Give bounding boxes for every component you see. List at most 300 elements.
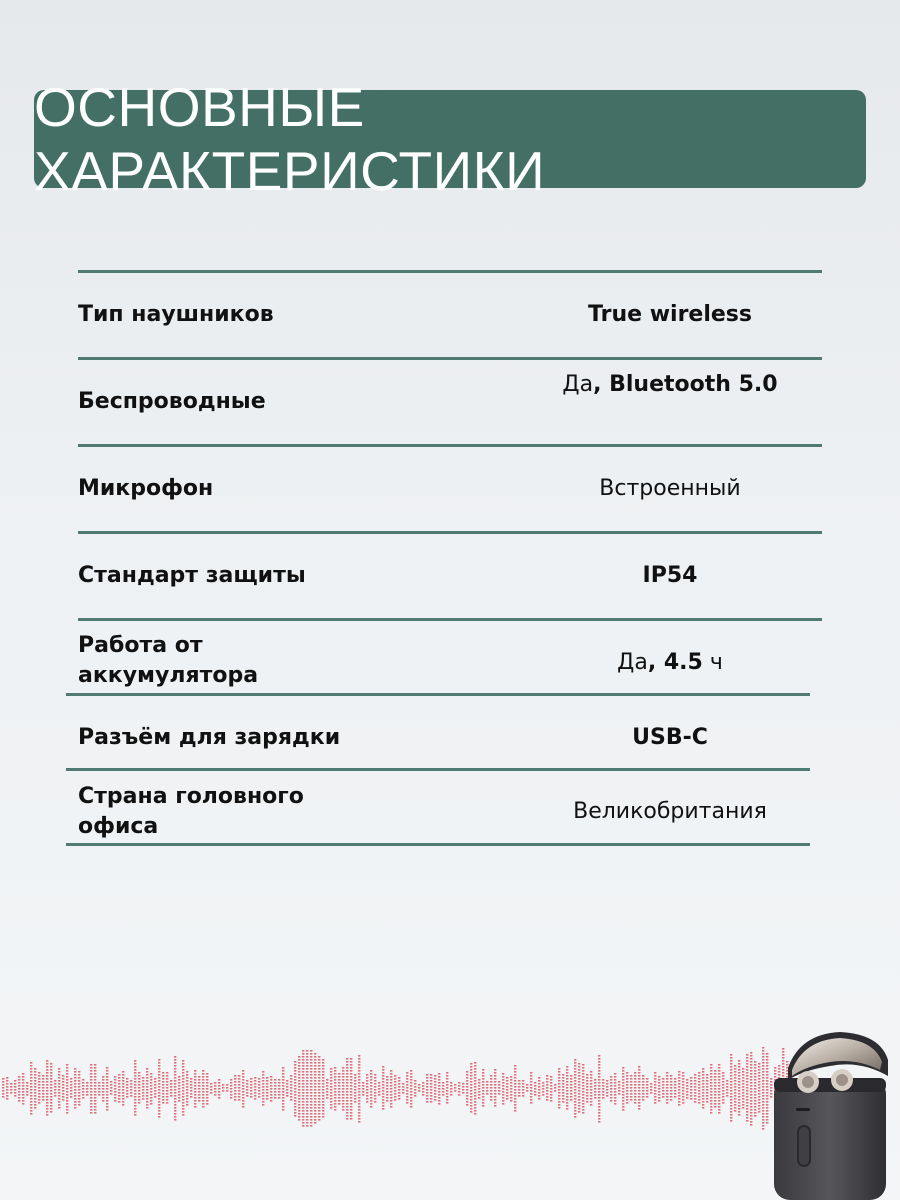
wave-dot <box>154 1078 156 1080</box>
wave-dot <box>710 1070 712 1072</box>
wave-dot <box>86 1091 88 1093</box>
wave-dot <box>342 1094 344 1096</box>
wave-dot <box>306 1059 308 1061</box>
wave-dot <box>410 1097 412 1099</box>
wave-dot <box>470 1090 472 1092</box>
wave-dot <box>350 1106 352 1108</box>
wave-dot <box>314 1071 316 1073</box>
wave-dot <box>602 1097 604 1099</box>
wave-dot <box>514 1095 516 1097</box>
wave-dot <box>470 1084 472 1086</box>
wave-dot <box>702 1107 704 1109</box>
wave-dot <box>438 1085 440 1087</box>
wave-dot <box>174 1065 176 1067</box>
wave-dot <box>158 1104 160 1106</box>
wave-dot <box>290 1078 292 1080</box>
wave-dot <box>122 1080 124 1082</box>
wave-dot <box>202 1106 204 1108</box>
wave-dot <box>514 1098 516 1100</box>
wave-dot <box>346 1073 348 1075</box>
wave-dot <box>606 1092 608 1094</box>
wave-dot <box>298 1074 300 1076</box>
wave-dot <box>426 1083 428 1085</box>
wave-dot <box>746 1111 748 1113</box>
wave-dot <box>750 1121 752 1123</box>
wave-dot <box>666 1090 668 1092</box>
wave-dot <box>598 1058 600 1060</box>
wave-dot <box>550 1088 552 1090</box>
wave-dot <box>494 1087 496 1089</box>
wave-dot <box>738 1090 740 1092</box>
wave-dot <box>142 1086 144 1088</box>
wave-dot <box>294 1112 296 1114</box>
wave-dot <box>594 1091 596 1093</box>
wave-dot <box>94 1109 96 1111</box>
wave-dot <box>718 1106 720 1108</box>
wave-dot <box>390 1103 392 1105</box>
wave-dot <box>106 1076 108 1078</box>
wave-dot <box>758 1099 760 1101</box>
wave-dot <box>30 1080 32 1082</box>
wave-dot <box>94 1091 96 1093</box>
wave-dot <box>270 1082 272 1084</box>
wave-dot <box>306 1050 308 1052</box>
divider <box>78 270 822 273</box>
wave-dot <box>258 1081 260 1083</box>
wave-dot <box>366 1074 368 1076</box>
wave-dot <box>314 1077 316 1079</box>
wave-dot <box>166 1081 168 1083</box>
wave-dot <box>758 1102 760 1104</box>
wave-dot <box>354 1077 356 1079</box>
wave-dot <box>706 1089 708 1091</box>
wave-dot <box>634 1084 636 1086</box>
wave-dot <box>22 1091 24 1093</box>
wave-dot <box>138 1093 140 1095</box>
spec-value-type: True wireless <box>588 302 752 327</box>
wave-dot <box>6 1092 8 1094</box>
wave-dot <box>302 1116 304 1118</box>
wave-dot <box>414 1080 416 1082</box>
wave-dot <box>114 1091 116 1093</box>
wave-dot <box>750 1100 752 1102</box>
wave-dot <box>738 1111 740 1113</box>
wave-dot <box>114 1100 116 1102</box>
wave-dot <box>738 1087 740 1089</box>
wave-dot <box>718 1082 720 1084</box>
wave-dot <box>558 1092 560 1094</box>
wave-dot <box>314 1074 316 1076</box>
wave-dot <box>462 1086 464 1088</box>
wave-dot <box>762 1047 764 1049</box>
wave-dot <box>310 1110 312 1112</box>
wave-dot <box>626 1084 628 1086</box>
spec-label-battery-line1: Работа от <box>78 633 203 658</box>
wave-dot <box>374 1083 376 1085</box>
wave-dot <box>738 1072 740 1074</box>
wave-dot <box>346 1100 348 1102</box>
wave-dot <box>638 1081 640 1083</box>
wave-dot <box>22 1082 24 1084</box>
wave-dot <box>146 1092 148 1094</box>
wave-dot <box>322 1062 324 1064</box>
wave-dot <box>382 1075 384 1077</box>
wave-dot <box>194 1082 196 1084</box>
wave-dot <box>146 1077 148 1079</box>
wave-dot <box>486 1081 488 1083</box>
page-title: ОСНОВНЫЕ ХАРАКТЕРИСТИКИ <box>34 76 546 202</box>
wave-dot <box>22 1103 24 1105</box>
wave-dot <box>762 1119 764 1121</box>
wave-dot <box>218 1097 220 1099</box>
wave-dot <box>134 1072 136 1074</box>
wave-dot <box>370 1085 372 1087</box>
wave-dot <box>434 1093 436 1095</box>
wave-dot <box>754 1064 756 1066</box>
wave-dot <box>102 1076 104 1078</box>
wave-dot <box>170 1086 172 1088</box>
wave-dot <box>302 1119 304 1121</box>
wave-dot <box>562 1077 564 1079</box>
wave-dot <box>122 1089 124 1091</box>
wave-dot <box>50 1096 52 1098</box>
wave-dot <box>114 1094 116 1096</box>
wave-dot <box>498 1084 500 1086</box>
wave-dot <box>330 1089 332 1091</box>
wave-dot <box>682 1078 684 1080</box>
wave-dot <box>742 1086 744 1088</box>
wave-dot <box>446 1078 448 1080</box>
wave-dot <box>350 1118 352 1120</box>
wave-dot <box>514 1068 516 1070</box>
wave-dot <box>622 1073 624 1075</box>
wave-dot <box>710 1088 712 1090</box>
wave-dot <box>566 1093 568 1095</box>
spec-value-battery-unit: ч <box>702 650 723 675</box>
wave-dot <box>502 1073 504 1075</box>
wave-dot <box>622 1109 624 1111</box>
wave-dot <box>654 1096 656 1098</box>
wave-dot <box>134 1084 136 1086</box>
wave-dot <box>214 1085 216 1087</box>
wave-dot <box>422 1094 424 1096</box>
wave-dot <box>466 1077 468 1079</box>
wave-dot <box>606 1095 608 1097</box>
wave-dot <box>370 1070 372 1072</box>
wave-dot <box>234 1096 236 1098</box>
wave-dot <box>510 1076 512 1078</box>
wave-dot <box>282 1085 284 1087</box>
wave-dot <box>346 1058 348 1060</box>
wave-dot <box>262 1089 264 1091</box>
wave-dot <box>514 1083 516 1085</box>
wave-dot <box>310 1101 312 1103</box>
wave-dot <box>310 1083 312 1085</box>
wave-dot <box>558 1089 560 1091</box>
wave-dot <box>526 1084 528 1086</box>
wave-dot <box>618 1087 620 1089</box>
wave-dot <box>342 1103 344 1105</box>
wave-dot <box>34 1098 36 1100</box>
wave-dot <box>566 1105 568 1107</box>
wave-dot <box>22 1100 24 1102</box>
wave-dot <box>446 1102 448 1104</box>
wave-dot <box>158 1113 160 1115</box>
wave-dot <box>90 1070 92 1072</box>
wave-dot <box>546 1075 548 1077</box>
wave-dot <box>410 1091 412 1093</box>
wave-dot <box>666 1093 668 1095</box>
wave-dot <box>502 1082 504 1084</box>
wave-dot <box>498 1081 500 1083</box>
wave-dot <box>438 1088 440 1090</box>
wave-dot <box>742 1092 744 1094</box>
wave-dot <box>754 1115 756 1117</box>
wave-dot <box>558 1077 560 1079</box>
wave-dot <box>494 1105 496 1107</box>
wave-dot <box>42 1087 44 1089</box>
wave-dot <box>706 1092 708 1094</box>
wave-dot <box>418 1087 420 1089</box>
wave-dot <box>666 1096 668 1098</box>
wave-dot <box>766 1092 768 1094</box>
wave-dot <box>562 1101 564 1103</box>
wave-dot <box>314 1122 316 1124</box>
wave-dot <box>746 1099 748 1101</box>
wave-dot <box>610 1094 612 1096</box>
wave-dot <box>354 1083 356 1085</box>
wave-dot <box>258 1087 260 1089</box>
wave-dot <box>710 1082 712 1084</box>
wave-dot <box>70 1096 72 1098</box>
wave-dot <box>218 1085 220 1087</box>
wave-dot <box>646 1087 648 1089</box>
wave-dot <box>58 1092 60 1094</box>
wave-dot <box>138 1084 140 1086</box>
wave-dot <box>142 1080 144 1082</box>
wave-dot <box>358 1058 360 1060</box>
wave-dot <box>262 1071 264 1073</box>
wave-dot <box>634 1081 636 1083</box>
wave-dot <box>62 1096 64 1098</box>
wave-dot <box>690 1092 692 1094</box>
wave-dot <box>474 1077 476 1079</box>
wave-dot <box>482 1096 484 1098</box>
wave-dot <box>390 1100 392 1102</box>
wave-dot <box>22 1076 24 1078</box>
wave-dot <box>346 1088 348 1090</box>
wave-dot <box>662 1078 664 1080</box>
wave-dot <box>270 1088 272 1090</box>
wave-dot <box>470 1081 472 1083</box>
wave-dot <box>414 1083 416 1085</box>
wave-dot <box>326 1082 328 1084</box>
wave-dot <box>174 1095 176 1097</box>
wave-dot <box>730 1096 732 1098</box>
wave-dot <box>310 1077 312 1079</box>
wave-dot <box>538 1095 540 1097</box>
wave-dot <box>598 1055 600 1057</box>
wave-dot <box>302 1056 304 1058</box>
wave-dot <box>498 1093 500 1095</box>
wave-dot <box>570 1087 572 1089</box>
wave-dot <box>282 1100 284 1102</box>
wave-dot <box>542 1082 544 1084</box>
wave-dot <box>626 1075 628 1077</box>
wave-dot <box>82 1097 84 1099</box>
wave-dot <box>90 1079 92 1081</box>
wave-dot <box>318 1062 320 1064</box>
wave-dot <box>510 1097 512 1099</box>
wave-dot <box>358 1103 360 1105</box>
wave-dot <box>298 1098 300 1100</box>
wave-dot <box>470 1096 472 1098</box>
wave-dot <box>426 1074 428 1076</box>
wave-dot <box>438 1082 440 1084</box>
wave-dot <box>534 1091 536 1093</box>
wave-dot <box>310 1104 312 1106</box>
wave-dot <box>470 1102 472 1104</box>
wave-dot <box>730 1084 732 1086</box>
wave-dot <box>714 1106 716 1108</box>
wave-dot <box>314 1092 316 1094</box>
wave-dot <box>742 1107 744 1109</box>
wave-dot <box>410 1103 412 1105</box>
wave-dot <box>274 1094 276 1096</box>
wave-dot <box>614 1091 616 1093</box>
wave-dot <box>266 1080 268 1082</box>
wave-dot <box>738 1081 740 1083</box>
wave-dot <box>754 1109 756 1111</box>
wave-dot <box>130 1092 132 1094</box>
wave-dot <box>750 1088 752 1090</box>
wave-dot <box>86 1094 88 1096</box>
wave-dot <box>198 1097 200 1099</box>
wave-dot <box>626 1093 628 1095</box>
wave-dot <box>750 1118 752 1120</box>
wave-dot <box>638 1084 640 1086</box>
wave-dot <box>654 1093 656 1095</box>
wave-dot <box>350 1112 352 1114</box>
wave-dot <box>658 1097 660 1099</box>
wave-dot <box>314 1116 316 1118</box>
wave-dot <box>246 1095 248 1097</box>
wave-dot <box>30 1065 32 1067</box>
wave-dot <box>166 1093 168 1095</box>
wave-dot <box>766 1080 768 1082</box>
wave-dot <box>646 1081 648 1083</box>
wave-dot <box>182 1078 184 1080</box>
wave-dot <box>598 1094 600 1096</box>
wave-dot <box>234 1090 236 1092</box>
wave-dot <box>758 1063 760 1065</box>
wave-dot <box>598 1085 600 1087</box>
wave-dot <box>150 1103 152 1105</box>
wave-dot <box>354 1089 356 1091</box>
wave-dot <box>578 1099 580 1101</box>
wave-dot <box>434 1081 436 1083</box>
wave-dot <box>262 1086 264 1088</box>
wave-dot <box>78 1095 80 1097</box>
wave-dot <box>466 1080 468 1082</box>
wave-dot <box>698 1078 700 1080</box>
wave-dot <box>150 1073 152 1075</box>
wave-dot <box>134 1066 136 1068</box>
wave-dot <box>518 1086 520 1088</box>
wave-dot <box>230 1091 232 1093</box>
wave-dot <box>630 1093 632 1095</box>
wave-dot <box>450 1088 452 1090</box>
wave-dot <box>178 1082 180 1084</box>
wave-dot <box>318 1074 320 1076</box>
wave-dot <box>738 1075 740 1077</box>
wave-dot <box>658 1094 660 1096</box>
wave-dot <box>550 1100 552 1102</box>
wave-dot <box>482 1072 484 1074</box>
wave-dot <box>598 1088 600 1090</box>
wave-dot <box>138 1075 140 1077</box>
wave-dot <box>594 1088 596 1090</box>
wave-dot <box>358 1106 360 1108</box>
wave-dot <box>586 1098 588 1100</box>
wave-dot <box>94 1097 96 1099</box>
wave-dot <box>182 1060 184 1062</box>
wave-dot <box>574 1062 576 1064</box>
wave-dot <box>134 1069 136 1071</box>
wave-dot <box>726 1092 728 1094</box>
wave-dot <box>114 1085 116 1087</box>
wave-dot <box>18 1088 20 1090</box>
wave-dot <box>630 1084 632 1086</box>
wave-dot <box>438 1097 440 1099</box>
wave-dot <box>570 1075 572 1077</box>
wave-dot <box>298 1119 300 1121</box>
wave-dot <box>306 1098 308 1100</box>
wave-dot <box>158 1062 160 1064</box>
wave-dot <box>74 1107 76 1109</box>
wave-dot <box>258 1096 260 1098</box>
wave-dot <box>646 1078 648 1080</box>
wave-dot <box>718 1067 720 1069</box>
wave-dot <box>18 1091 20 1093</box>
wave-dot <box>474 1074 476 1076</box>
wave-dot <box>354 1095 356 1097</box>
wave-dot <box>30 1074 32 1076</box>
wave-dot <box>182 1081 184 1083</box>
wave-dot <box>138 1072 140 1074</box>
wave-dot <box>202 1073 204 1075</box>
wave-dot <box>174 1116 176 1118</box>
wave-dot <box>82 1091 84 1093</box>
wave-dot <box>326 1079 328 1081</box>
wave-dot <box>762 1095 764 1097</box>
wave-dot <box>586 1101 588 1103</box>
wave-dot <box>322 1077 324 1079</box>
wave-dot <box>602 1091 604 1093</box>
wave-dot <box>182 1114 184 1116</box>
wave-dot <box>530 1093 532 1095</box>
wave-dot <box>762 1065 764 1067</box>
wave-dot <box>174 1101 176 1103</box>
wave-dot <box>338 1088 340 1090</box>
wave-dot <box>434 1087 436 1089</box>
wave-dot <box>398 1077 400 1079</box>
wave-dot <box>722 1072 724 1074</box>
wave-dot <box>742 1071 744 1073</box>
wave-dot <box>598 1115 600 1117</box>
wave-dot <box>562 1086 564 1088</box>
wave-dot <box>590 1089 592 1091</box>
